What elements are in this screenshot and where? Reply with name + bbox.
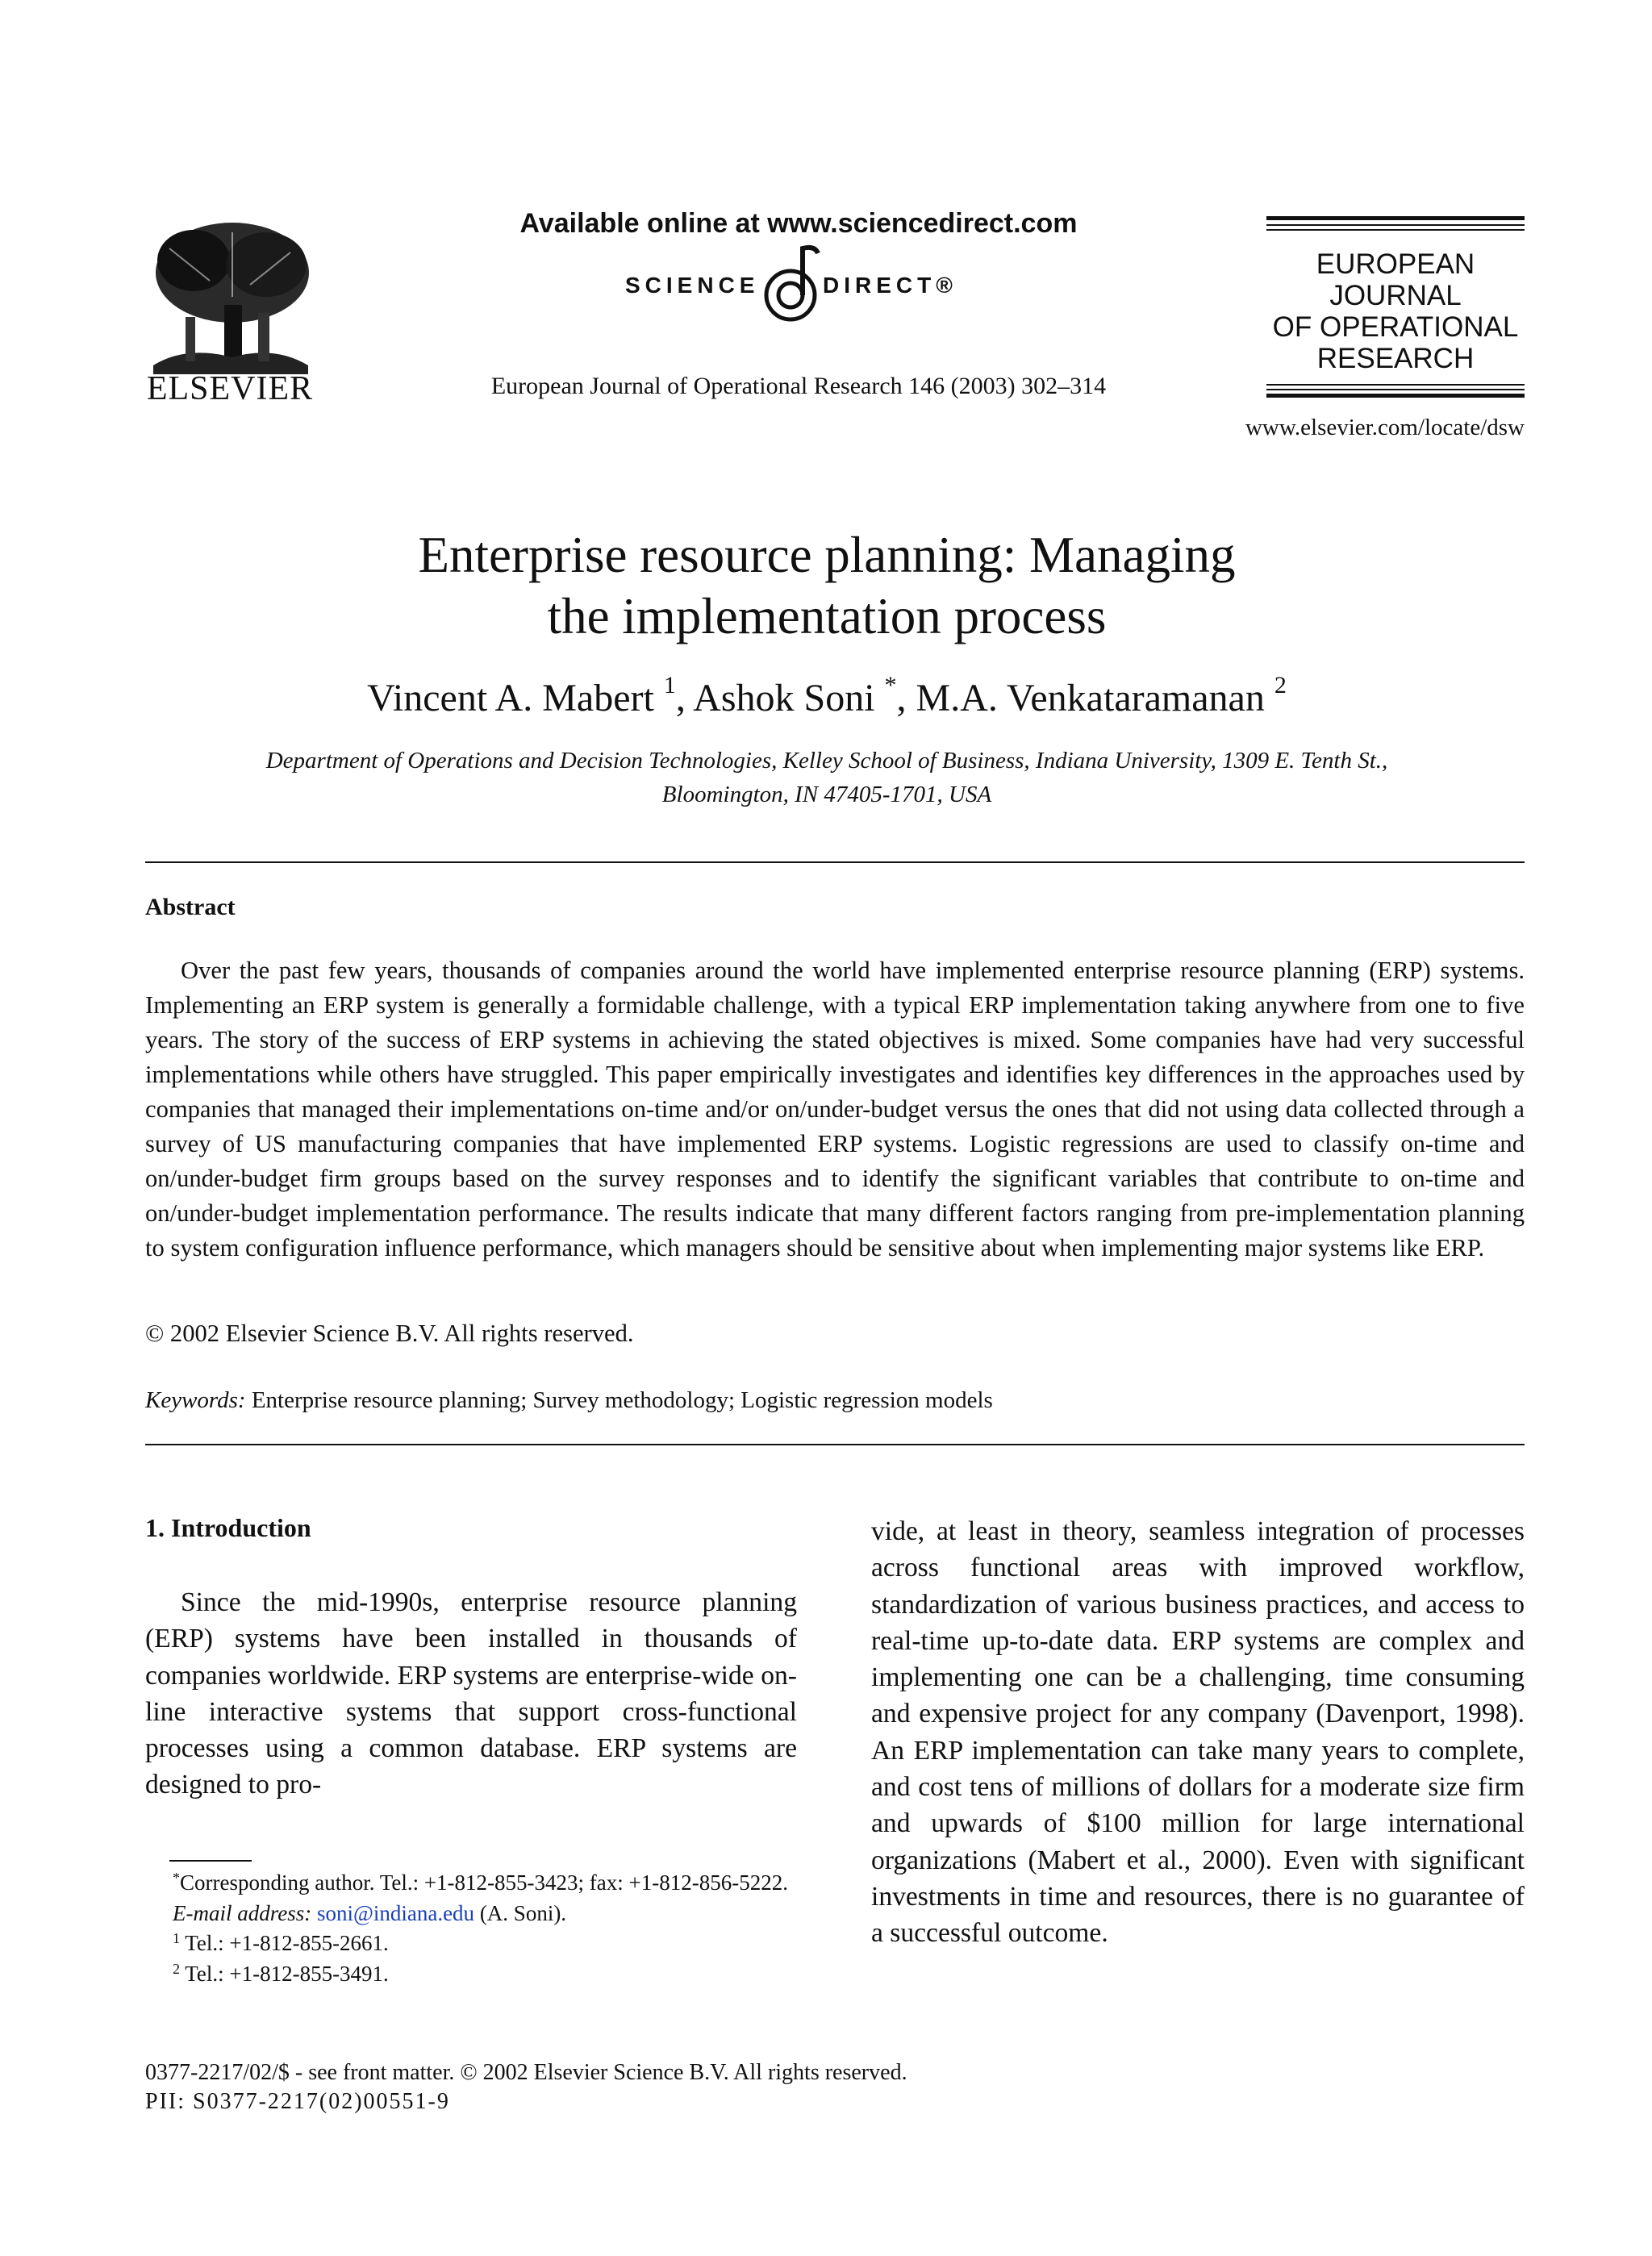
keywords (145, 1387, 993, 1414)
masthead-line: JOURNAL (1329, 280, 1462, 311)
paper-title (161, 524, 1492, 647)
body-left-column: Since the mid-1990s, enterprise resource planning (ERP) systems have been installed in thousands of companies worldwide. ERP systems are enterprise-wide on-line interactive systems that support cross-functional processes using a common database. ERP systems are designed to pro- (145, 1587, 797, 1800)
journal-url-link[interactable]: www.elsevier.com/locate/dsw (1245, 415, 1525, 440)
email-label: E-mail address: (173, 1900, 312, 1925)
abstract-copyright: © 2002 Elsevier Science B.V. All rights reserved. (145, 1320, 634, 1347)
abstract-text: Over the past few years, thousands of companies around the world have implemented enterprise resource planning (ERP) systems. Implementing an ERP system is generally a formidable challenge, with a typical ERP implementation taking anywhere from one to five years. The story of the success of ERP systems in achieving the stated objectives is mixed. Some companies have had very successful implementations while others have struggled. This paper empirically investigates and identifies key differences in the approaches used by companies that managed their implementations on-time and/or on/under-budget versus the ones that did not using data collected through a survey of US manufacturing companies that have implemented ERP systems. Logistic regressions are used to classify on-time and on/under-budget firm groups based on the survey responses and to identify the significant variables that contribute to on-time and on/under-budget implementation performance. The results indicate that many different factors ranging from pre-implementation planning to system configuration influence performance, which managers should be sensitive about when implementing major systems like ERP. (145, 957, 1525, 1261)
title-line: Enterprise resource planning: Managing (418, 527, 1236, 583)
abstract-heading: Abstract (145, 894, 236, 920)
publisher-name: ELSEVIER (146, 370, 314, 407)
masthead-rule (1266, 389, 1525, 390)
masthead-rule (1266, 229, 1525, 231)
journal-citation: European Journal of Operational Research 146 (2003) 302–314 (490, 373, 1107, 399)
footnote-text: Corresponding author. Tel.: +1-812-855-3423; fax: +1-812-856-5222. (180, 1870, 788, 1895)
masthead-rule (1266, 224, 1525, 226)
masthead-rule (1266, 394, 1525, 398)
sciencedirect-left-text: SCIENCE (625, 273, 760, 298)
keywords-value: Enterprise resource planning; Survey methodology; Logistic regression models (251, 1387, 993, 1413)
author-name: Vincent A. Mabert (367, 677, 654, 719)
author-name: M.A. Venkataramanan (916, 677, 1265, 719)
footnote-corresponding (145, 1868, 797, 1899)
journal-masthead-title (1266, 248, 1525, 374)
footnotes (145, 1868, 797, 1989)
keywords-label: Keywords: (145, 1387, 246, 1413)
footnote-text: Tel.: +1-812-855-3491. (185, 1961, 389, 1986)
email-link[interactable]: soni@indiana.edu (316, 1900, 475, 1925)
section-heading: 1. Introduction (145, 1513, 311, 1542)
author-list: Vincent A. Mabert $^1$, Ashok Soni *, M.A. Venkataramanan $^2$ (367, 672, 1287, 719)
journal-masthead (1266, 216, 1525, 398)
footnote-1 (145, 1929, 797, 1959)
footnote-mark: * (173, 1870, 180, 1886)
divider (145, 861, 1525, 863)
sciencedirect-d-icon (758, 242, 823, 331)
sciencedirect-right-text: DIRECT® (823, 273, 957, 298)
footnote-mark: 1 (173, 1930, 180, 1946)
email-owner: (A. Soni). (479, 1900, 567, 1925)
affiliation (161, 744, 1492, 811)
author-footnote-mark[interactable]: 2 (1274, 672, 1287, 698)
pii-line: PII: S0377-2217(02)00551-9 (145, 2089, 450, 2114)
title-line: the implementation process (547, 588, 1107, 644)
body-right-column: vide, at least in theory, seamless integration of processes across functional areas with improved workflow, standardization of various business practices, and access to real-time up-to-date data. ERP systems are complex and implementing one can be a challenging, time consuming and expensive project for any company (Davenport, 1998). An ERP implementation can take many years to complete, and cost tens of millions of dollars for a moderate size firm and upwards of $100 million for large international organizations (Mabert et al., 2000). Even with significant investments in time and resources, there is no guarantee of a successful outcome. (871, 1516, 1525, 1949)
author-footnote-mark[interactable]: 1 (663, 672, 676, 698)
front-matter-line: 0377-2217/02/$ - see front matter. © 2002 Elsevier Science B.V. All rights reserved. (145, 2060, 907, 2085)
affiliation-line: Bloomington, IN 47405-1701, USA (661, 782, 992, 807)
available-online-text[interactable]: Available online at www.sciencedirect.com (519, 208, 1078, 239)
masthead-line: OF OPERATIONAL (1272, 311, 1519, 343)
masthead-line: EUROPEAN (1316, 248, 1475, 280)
footnote-rule (169, 1860, 252, 1862)
divider (145, 1444, 1525, 1445)
masthead-rule (1266, 216, 1525, 220)
masthead-line: RESEARCH (1316, 343, 1475, 374)
masthead-rule (1266, 384, 1525, 386)
footnote-2 (145, 1959, 797, 1990)
author-name: Ashok Soni (693, 677, 875, 719)
footnote-mark: 2 (173, 1960, 180, 1977)
footnote-text: Tel.: +1-812-855-2661. (185, 1931, 389, 1955)
footnote-email (145, 1899, 797, 1929)
author-footnote-mark[interactable]: * (884, 672, 897, 698)
sciencedirect-logo (549, 242, 1049, 331)
affiliation-line: Department of Operations and Decision Technologies, Kelley School of Business, Indiana University, 1309 E. Tenth St., (265, 748, 1388, 774)
